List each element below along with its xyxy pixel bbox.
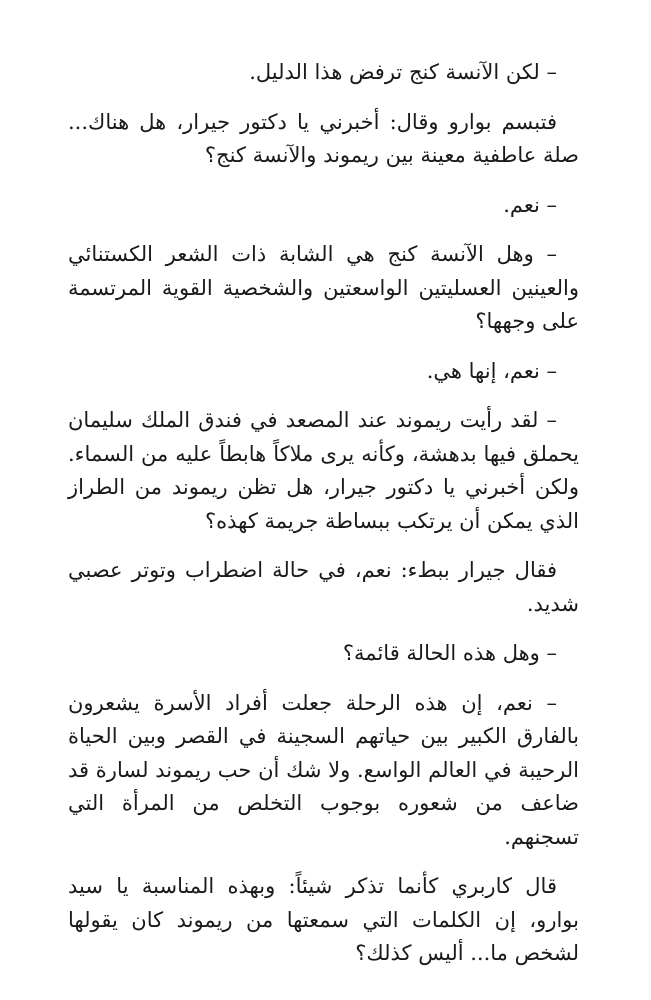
paragraph-6: – لقد رأيت ريموند عند المصعد في فندق الملك سليمان يحملق فيها بدهشة، وكأنه يرى ملاكاً هابطاً عليه من السماء. ولكن أخبرني يا دكتور جيرار، هل تظن ريموند من الطراز الذي يمكن أن يرتكب ببساطة جريمة كهذه؟ — [68, 408, 579, 533]
paragraph-2: فتبسم بوارو وقال: أخبرني يا دكتور جيرار، هل هناك... صلة عاطفية معينة بين ريموند والآنسة كنج؟ — [68, 109, 579, 167]
paragraph-5: – نعم، إنها هي. — [426, 358, 557, 383]
paragraph-8: – وهل هذه الحالة قائمة؟ — [342, 641, 557, 665]
paragraph-7: فقال جيرار ببطء: نعم، في حالة اضطراب وتوتر عصبي شديد. — [68, 558, 579, 616]
paragraph-1: – لكن الآنسة كنج ترفض هذا الدليل. — [249, 60, 557, 84]
paragraph-4: – وهل الآنسة كنج هي الشابة ذات الشعر الكستنائي والعينين العسليتين الواسعتين والشخصية القوية المرتسمة على وجهها؟ — [68, 242, 579, 333]
paragraph-9: – نعم، إن هذه الرحلة جعلت أفراد الأسرة يشعرون بالفارق الكبير بين حياتهم السجينة في القصر وبين الحياة الرحيبة في العالم الواسع. ولا شك أن حب ريموند لسارة قد ضاعف من شعوره بوجوب التخلص من المرأة التي تسجنهم. — [68, 690, 579, 849]
paragraph-3: – نعم. — [503, 192, 557, 217]
paragraph-10: قال كاربري كأنما تذكر شيئاً: وبهذه المناسبة يا سيد بوارو، إن الكلمات التي سمعتها من ريموند كان يقولها لشخص ما... أليس كذلك؟ — [68, 874, 579, 965]
